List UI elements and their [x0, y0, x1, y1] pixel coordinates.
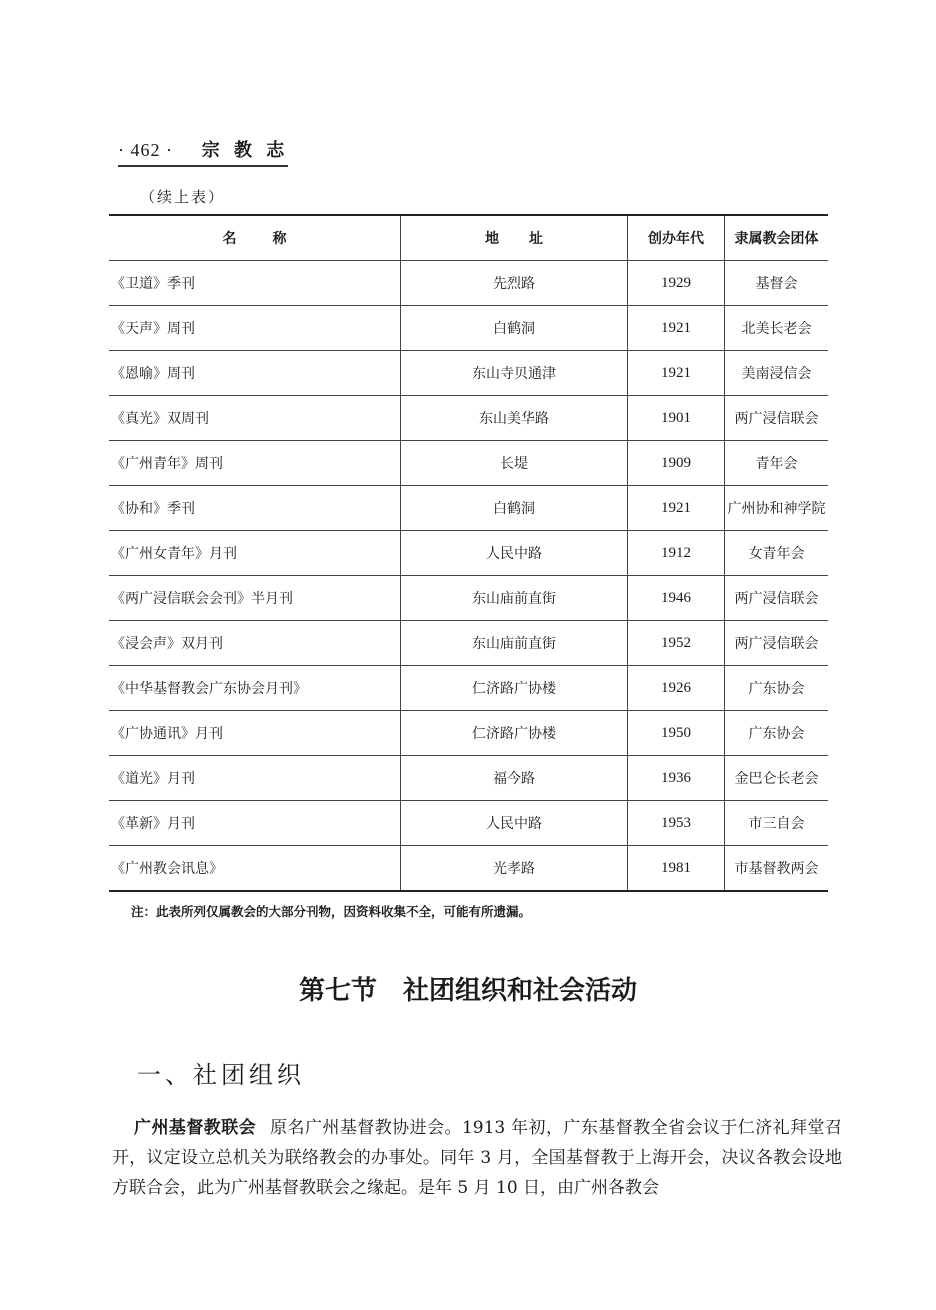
- cell-address: 人民中路: [401, 801, 628, 846]
- column-header-name: 名称: [109, 215, 401, 261]
- table-row: [109, 756, 828, 801]
- book-title: 宗 教 志: [201, 140, 289, 161]
- column-header-year: 创办年代: [628, 215, 725, 261]
- cell-address: 仁济路广协楼: [401, 711, 628, 756]
- cell-year: 1912: [628, 531, 725, 576]
- cell-name: 《道光》月刊: [109, 756, 401, 801]
- cell-year: 1921: [628, 486, 725, 531]
- cell-address: 仁济路广协楼: [401, 666, 628, 711]
- cell-organization: 基督会: [725, 261, 829, 306]
- table-row: [109, 441, 828, 486]
- cell-year: 1952: [628, 621, 725, 666]
- cell-address: 白鹤洞: [401, 306, 628, 351]
- cell-organization: 金巴仑长老会: [725, 756, 829, 801]
- cell-year: 1926: [628, 666, 725, 711]
- cell-address: 先烈路: [401, 261, 628, 306]
- table-row: [109, 801, 828, 846]
- cell-organization: 两广浸信联会: [725, 576, 829, 621]
- cell-address: 长堤: [401, 441, 628, 486]
- cell-address: 白鹤洞: [401, 486, 628, 531]
- paragraph-text: 原名广州基督教协进会。1913 年初，广东基督教全省会议于仁济礼拜堂召开，议定设立总机关为联络教会的办事处。同年 3 月，全国基督教于上海开会，决议各教会设地方联合会，此为广州基督教联会之缘起。是年 5 月 10 日，由广州各教会: [112, 1118, 842, 1198]
- cell-year: 1909: [628, 441, 725, 486]
- cell-address: 东山庙前直街: [401, 576, 628, 621]
- table-row: [109, 486, 828, 531]
- cell-year: 1946: [628, 576, 725, 621]
- cell-name: 《广协通讯》月刊: [109, 711, 401, 756]
- cell-name: 《中华基督教会广东协会月刊》: [109, 666, 401, 711]
- table-row: [109, 711, 828, 756]
- table-row: [109, 306, 828, 351]
- cell-address: 东山美华路: [401, 396, 628, 441]
- cell-year: 1953: [628, 801, 725, 846]
- table-row: [109, 846, 828, 892]
- cell-organization: 广东协会: [725, 666, 829, 711]
- cell-year: 1921: [628, 351, 725, 396]
- cell-organization: 青年会: [725, 441, 829, 486]
- table-row: [109, 576, 828, 621]
- cell-name: 《浸会声》双月刊: [109, 621, 401, 666]
- cell-name: 《天声》周刊: [109, 306, 401, 351]
- cell-organization: 广东协会: [725, 711, 829, 756]
- section-title: 第七节 社团组织和社会活动: [298, 976, 637, 1006]
- cell-address: 光孝路: [401, 846, 628, 892]
- cell-name: 《广州教会讯息》: [109, 846, 401, 892]
- cell-name: 《广州青年》周刊: [109, 441, 401, 486]
- table-row: [109, 621, 828, 666]
- body-paragraph: [112, 1113, 842, 1203]
- cell-name: 《协和》季刊: [109, 486, 401, 531]
- table-row: [109, 666, 828, 711]
- paragraph-lead-term: 广州基督教联会: [134, 1118, 257, 1138]
- table-caption: （续上表）: [140, 188, 226, 206]
- cell-address: 人民中路: [401, 531, 628, 576]
- cell-organization: 美南浸信会: [725, 351, 829, 396]
- cell-organization: 女青年会: [725, 531, 829, 576]
- cell-address: 福今路: [401, 756, 628, 801]
- cell-name: 《卫道》季刊: [109, 261, 401, 306]
- journals-table: [109, 214, 828, 892]
- page-number: · 462 ·: [118, 140, 173, 160]
- table-footnote: 注：此表所列仅属教会的大部分刊物，因资料收集不全，可能有所遗漏。: [131, 904, 532, 919]
- cell-organization: 北美长老会: [725, 306, 829, 351]
- cell-name: 《广州女青年》月刊: [109, 531, 401, 576]
- page-header: [118, 136, 288, 167]
- cell-name: 《革新》月刊: [109, 801, 401, 846]
- cell-address: 东山庙前直街: [401, 621, 628, 666]
- cell-organization: 市三自会: [725, 801, 829, 846]
- cell-year: 1981: [628, 846, 725, 892]
- cell-organization: 广州协和神学院: [725, 486, 829, 531]
- cell-year: 1921: [628, 306, 725, 351]
- cell-year: 1950: [628, 711, 725, 756]
- column-header-organization: 隶属教会团体: [725, 215, 829, 261]
- cell-address: 东山寺贝通津: [401, 351, 628, 396]
- table-header-row: [109, 215, 828, 261]
- subsection-title: 一、社团组织: [137, 1061, 305, 1089]
- cell-organization: 市基督教两会: [725, 846, 829, 892]
- cell-year: 1901: [628, 396, 725, 441]
- column-header-address: 地址: [401, 215, 628, 261]
- table-row: [109, 261, 828, 306]
- cell-year: 1929: [628, 261, 725, 306]
- table-row: [109, 351, 828, 396]
- table-row: [109, 396, 828, 441]
- cell-name: 《两广浸信联会会刊》半月刊: [109, 576, 401, 621]
- cell-organization: 两广浸信联会: [725, 396, 829, 441]
- cell-year: 1936: [628, 756, 725, 801]
- cell-organization: 两广浸信联会: [725, 621, 829, 666]
- cell-name: 《真光》双周刊: [109, 396, 401, 441]
- table-row: [109, 531, 828, 576]
- cell-name: 《恩喻》周刊: [109, 351, 401, 396]
